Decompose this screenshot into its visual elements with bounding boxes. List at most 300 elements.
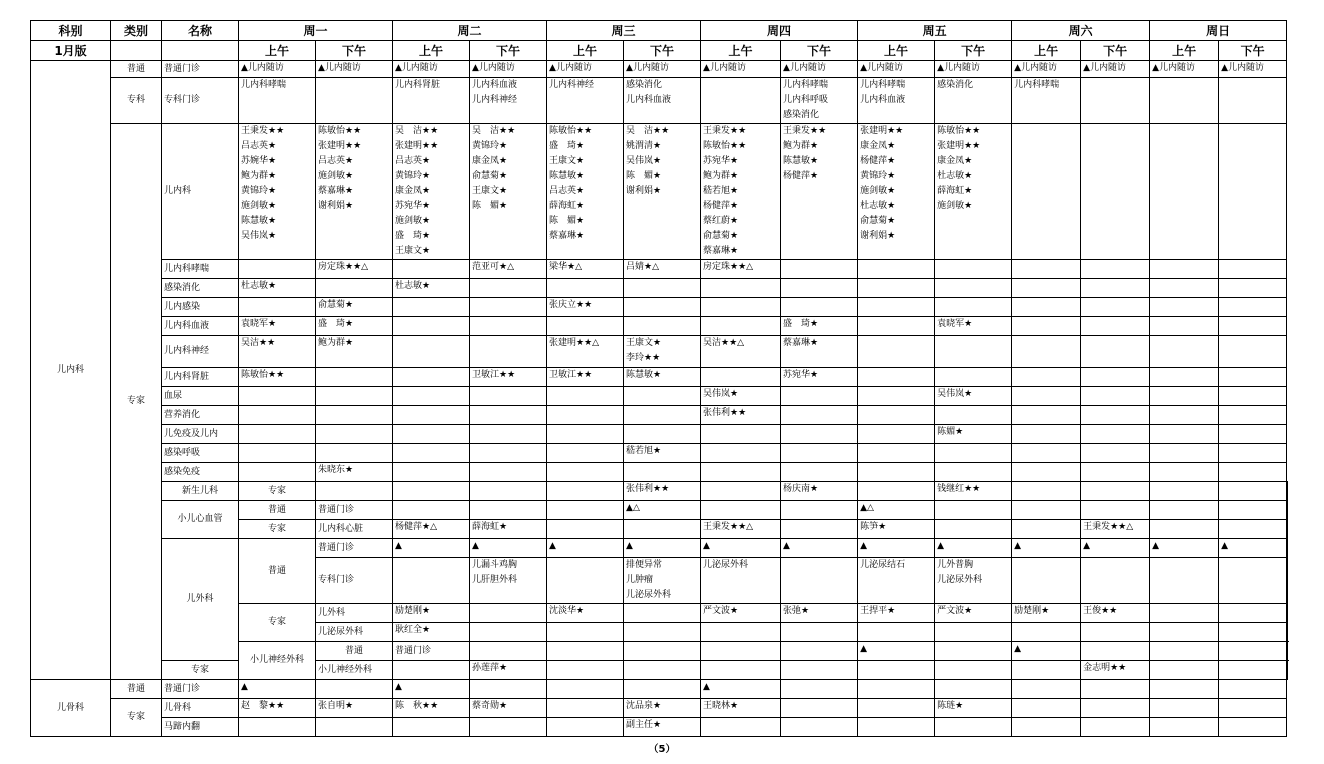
schedule-cell [1150,425,1219,444]
doctor-entry: ▲ [1152,541,1160,551]
doctor-entry: 儿内科哮喘 [241,80,287,90]
clinic-name-cell: 血尿 [162,387,239,406]
doctor-entry: 苏婉华★ [241,156,277,166]
schedule-cell [316,699,393,718]
schedule-cell [858,279,935,298]
schedule-cell [393,368,470,387]
schedule-cell [935,539,1012,558]
schedule-cell [239,336,316,368]
doctor-entry: 陈媚★ [937,427,964,437]
doctor-entry: 钱继红★★ [937,484,981,494]
schedule-cell [470,61,547,78]
doctor-entry: 陈敏怡★★ [549,126,593,136]
doctor-entry: 张建明★★ [318,141,362,151]
doctor-entry: 鲍为群★ [703,171,739,181]
schedule-cell [781,718,858,737]
doctor-entry: 嵇若旭★ [703,186,739,196]
schedule-cell [1150,558,1219,604]
category-cell: 专家 [239,482,316,501]
schedule-cell [1219,642,1287,661]
schedule-cell [1012,61,1081,78]
schedule-cell [470,642,547,661]
doctor-entry: ▲儿内随访 [860,63,903,73]
schedule-cell [701,444,781,463]
schedule-cell [701,279,781,298]
schedule-cell [393,501,470,520]
doctor-entry: 薛海虹★ [937,186,973,196]
doctor-entry: 俞慧菊★ [703,231,739,241]
schedule-cell [1081,699,1150,718]
schedule-cell [470,463,547,482]
doctor-entry: 康金凤★ [860,141,896,151]
schedule-cell [547,604,624,623]
doctor-entry: 施剑敏★ [318,171,354,181]
schedule-cell [1012,661,1081,680]
schedule-cell [393,444,470,463]
schedule-row [31,699,1288,718]
schedule-cell [316,336,393,368]
category-cell: 普通 [316,642,393,661]
department-cell: 儿外科 [162,539,239,661]
schedule-cell [1081,463,1150,482]
doctor-entry: ▲儿内随访 [703,63,746,73]
schedule-cell [1219,623,1287,642]
schedule-cell [239,425,316,444]
schedule-cell [239,368,316,387]
schedule-cell [935,680,1012,699]
doctor-entry: 陈 媚★ [549,216,585,226]
schedule-cell [1219,680,1287,699]
clinic-name-cell: 感染消化 [162,279,239,298]
doctor-entry: 陈 媚★ [472,201,508,211]
schedule-cell [470,604,547,623]
schedule-cell [547,336,624,368]
doctor-entry: 儿内科哮喘 [1014,80,1060,90]
schedule-row [31,425,1288,444]
doctor-entry: 陈敏怡★★ [703,141,747,151]
schedule-cell [1081,368,1150,387]
schedule-cell [701,368,781,387]
schedule-cell [393,558,470,604]
doctor-entry: 陈慧敏★ [549,171,585,181]
doctor-entry: ▲ [472,541,479,551]
header-am: 上午 [701,41,781,61]
doctor-entry: 孙莲萍★ [472,663,508,673]
doctor-entry: 励楚刚★ [395,606,431,616]
doctor-entry: 张自明★ [318,701,354,711]
clinic-name-cell: 儿内科肾脏 [162,368,239,387]
schedule-cell [547,463,624,482]
doctor-entry: ▲儿内随访 [783,63,826,73]
doctor-entry: 康金凤★ [937,156,973,166]
schedule-cell [858,368,935,387]
schedule-row [31,406,1288,425]
schedule-cell [858,482,935,501]
schedule-cell [781,539,858,558]
schedule-cell [470,482,547,501]
schedule-cell [1219,520,1287,539]
schedule-cell [1081,482,1150,501]
schedule-sheet [30,20,1288,737]
schedule-cell [624,463,701,482]
doctor-entry: 杜志敏★ [937,171,973,181]
doctor-entry: ▲ [860,541,867,551]
schedule-cell [393,482,470,501]
schedule-cell [547,680,624,699]
schedule-row [31,680,1288,699]
schedule-cell [858,623,935,642]
doctor-entry: ▲儿内随访 [395,63,438,73]
doctor-entry: 张伟利★★ [703,408,747,418]
doctor-entry: 金志明★★ [1083,663,1127,673]
doctor-entry: 陈敏怡★★ [318,126,362,136]
schedule-cell [858,558,935,604]
schedule-cell [1081,61,1150,78]
schedule-cell [624,604,701,623]
doctor-entry: 范亚可★△ [472,262,515,272]
doctor-entry: 俞慧菊★ [472,171,508,181]
schedule-cell [1150,336,1219,368]
doctor-entry: ▲△ [860,503,874,513]
schedule-cell [470,298,547,317]
header-day: 周二 [393,21,547,41]
doctor-entry: 张建明★★ [395,141,439,151]
clinic-name-cell: 小儿神经外科 [316,661,393,680]
doctor-entry: 吴洁★★ [241,338,276,348]
schedule-cell [858,680,935,699]
schedule-cell [1081,298,1150,317]
schedule-cell [393,680,470,699]
schedule-row [31,279,1288,298]
schedule-cell [547,406,624,425]
schedule-cell [1150,482,1219,501]
clinic-name-cell: 儿外科 [316,604,393,623]
doctor-entry: 张建明★★ [860,126,904,136]
doctor-entry: 蔡嘉琳★ [783,338,819,348]
doctor-entry: 吴伟岚★ [937,389,973,399]
schedule-cell [470,680,547,699]
header-day: 周四 [701,21,858,41]
schedule-cell [470,368,547,387]
doctor-entry: 蔡嘉琳★ [549,231,585,241]
doctor-entry: ▲ [395,682,402,692]
doctor-entry: 陈琏★ [937,701,964,711]
schedule-cell [935,501,1012,520]
schedule-cell [547,501,624,520]
schedule-cell [701,642,781,661]
schedule-cell [1012,623,1081,642]
schedule-cell [858,406,935,425]
header-am: 上午 [1012,41,1081,61]
schedule-cell [1219,718,1287,737]
schedule-cell [316,260,393,279]
schedule-cell [624,699,701,718]
doctor-entry: 黄锦玲★ [395,171,431,181]
category-cell: 普通 [239,501,316,520]
doctor-entry: 儿内科肾脏 [395,80,441,90]
schedule-cell [393,463,470,482]
doctor-entry: 杨健萍★ [703,201,739,211]
schedule-cell [1150,718,1219,737]
schedule-cell [701,718,781,737]
schedule-cell [781,623,858,642]
schedule-cell [1150,623,1219,642]
schedule-cell [239,124,316,260]
schedule-cell [624,387,701,406]
schedule-cell [1150,368,1219,387]
schedule-cell [547,78,624,124]
schedule-cell [239,463,316,482]
schedule-cell [1150,520,1219,539]
doctor-entry: 王秉发★★△ [1083,522,1134,532]
clinic-name-cell: 儿内科哮喘 [162,260,239,279]
doctor-entry: 蔡奇勋★ [472,701,508,711]
doctor-entry: 朱晓东★ [318,465,354,475]
schedule-cell [624,336,701,368]
doctor-entry: 蔡红蔚★ [703,216,739,226]
doctor-entry: ▲ [703,682,710,692]
schedule-cell [1081,520,1150,539]
clinic-name-cell: 儿内科 [162,124,239,260]
schedule-cell [1012,124,1081,260]
schedule-cell [1012,718,1081,737]
doctor-entry: 感染消化 [783,110,820,120]
schedule-cell [781,425,858,444]
schedule-row [31,124,1288,260]
schedule-cell [858,260,935,279]
schedule-cell [858,718,935,737]
schedule-cell [701,336,781,368]
schedule-cell [935,368,1012,387]
schedule-cell [470,317,547,336]
header-blank [111,41,162,61]
page-number: （5） [648,744,676,755]
doctor-entry: 薛海虹★ [472,522,508,532]
schedule-cell [624,520,701,539]
header-pm: 下午 [316,41,393,61]
schedule-cell [624,642,701,661]
schedule-row [31,61,1288,78]
schedule-cell [393,124,470,260]
schedule-cell [781,604,858,623]
doctor-entry: 杨庆南★ [783,484,819,494]
doctor-entry: ▲儿内随访 [241,63,284,73]
schedule-cell [1150,699,1219,718]
schedule-cell [935,558,1012,604]
doctor-entry: 盛 琦★ [318,319,354,329]
schedule-cell [1012,317,1081,336]
schedule-cell [1012,387,1081,406]
header-day: 周六 [1012,21,1150,41]
clinic-name-cell: 专科门诊 [316,558,393,604]
doctor-entry: 黄锦玲★ [860,171,896,181]
header-am: 上午 [393,41,470,61]
doctor-entry: ▲儿内随访 [937,63,980,73]
schedule-cell [701,61,781,78]
schedule-cell [935,336,1012,368]
schedule-cell [316,387,393,406]
doctor-entry: 王俊★★ [1083,606,1118,616]
schedule-cell [624,558,701,604]
schedule-cell [470,279,547,298]
schedule-cell [470,336,547,368]
doctor-entry: 康金凤★ [472,156,508,166]
schedule-cell [1150,463,1219,482]
schedule-cell [1150,260,1219,279]
doctor-entry: 儿泌尿外科 [937,575,983,585]
schedule-cell [393,298,470,317]
doctor-entry: 袁晓军★ [937,319,973,329]
schedule-cell [935,623,1012,642]
schedule-cell [1081,623,1150,642]
schedule-cell [547,539,624,558]
doctor-entry: 儿泌尿结石 [860,560,906,570]
schedule-cell [1081,444,1150,463]
schedule-cell [781,680,858,699]
schedule-cell [1012,604,1081,623]
clinic-name-cell: 感染免疫 [162,463,239,482]
schedule-cell [393,406,470,425]
schedule-cell [935,317,1012,336]
doctor-entry: 杜志敏★ [860,201,896,211]
schedule-cell [547,661,624,680]
schedule-cell [470,718,547,737]
doctor-entry: 俞慧菊★ [860,216,896,226]
schedule-cell [781,463,858,482]
schedule-cell [1150,317,1219,336]
schedule-cell [935,699,1012,718]
schedule-cell [393,336,470,368]
doctor-entry: 房定珠★★△ [703,262,754,272]
schedule-cell [239,406,316,425]
clinic-name-cell: 普通门诊 [162,61,239,78]
doctor-entry: 陈敏怡★★ [241,370,285,380]
schedule-cell [1150,642,1219,661]
schedule-cell [547,558,624,604]
schedule-cell [470,558,547,604]
schedule-cell [470,78,547,124]
doctor-entry: 张建明★★△ [549,338,600,348]
schedule-cell [1219,558,1287,604]
schedule-cell [624,680,701,699]
doctor-entry: ▲ [1014,541,1021,551]
schedule-cell [624,61,701,78]
header-pm: 下午 [1081,41,1150,61]
schedule-cell [239,279,316,298]
schedule-cell [470,539,547,558]
doctor-entry: 盛 琦★ [549,141,585,151]
schedule-cell [393,260,470,279]
header-pm: 下午 [624,41,701,61]
doctor-entry: 王晓林★ [703,701,739,711]
doctor-entry: ▲儿内随访 [1221,63,1265,73]
doctor-entry: ▲ [1221,541,1229,551]
schedule-cell [393,604,470,623]
schedule-cell [470,387,547,406]
schedule-cell [701,558,781,604]
schedule-cell [393,279,470,298]
schedule-cell [316,680,393,699]
header-pm: 下午 [1219,41,1287,61]
doctor-entry: 张弛★ [783,606,810,616]
schedule-cell [701,604,781,623]
schedule-cell [1012,279,1081,298]
schedule-cell [393,520,470,539]
doctor-entry: 儿内科神经 [549,80,595,90]
doctor-entry: 儿泌尿外科 [703,560,749,570]
doctor-entry: 俞慧菊★ [318,300,354,310]
schedule-cell [1150,78,1219,124]
category-cell: 专家 [162,661,239,680]
header-dept: 科别 [31,21,111,41]
doctor-entry: ▲ [626,541,633,551]
doctor-entry: 谢利娟★ [860,231,896,241]
doctor-entry: 吴 洁★★ [395,126,439,136]
schedule-cell [1012,406,1081,425]
schedule-cell [858,699,935,718]
schedule-cell [935,61,1012,78]
schedule-cell [1012,444,1081,463]
schedule-cell [701,501,781,520]
schedule-cell [935,718,1012,737]
clinic-name-cell: 感染呼吸 [162,444,239,463]
schedule-cell [393,539,470,558]
schedule-cell [624,444,701,463]
schedule-cell [547,623,624,642]
schedule-cell [781,124,858,260]
schedule-cell [935,298,1012,317]
schedule-cell [547,718,624,737]
schedule-cell [239,718,316,737]
header-pm: 下午 [470,41,547,61]
schedule-cell [701,317,781,336]
header-category: 类别 [111,21,162,41]
doctor-entry: ▲△ [626,503,640,513]
doctor-entry: 谢利娟★ [626,186,662,196]
doctor-entry: 王康文★ [395,246,431,256]
doctor-entry: 张建明★★ [937,141,981,151]
schedule-row [31,317,1288,336]
doctor-entry: 杨健萍★ [860,156,896,166]
schedule-cell [1081,661,1150,680]
schedule-cell [1012,336,1081,368]
doctor-entry: 吕志英★ [241,141,277,151]
schedule-cell [1081,260,1150,279]
schedule-cell [781,501,858,520]
schedule-cell [781,642,858,661]
schedule-cell [1219,661,1287,680]
header-am: 上午 [239,41,316,61]
doctor-entry: 王秉发★★ [241,126,285,136]
schedule-cell [781,317,858,336]
doctor-entry: 儿内科血液 [472,80,518,90]
doctor-entry: ▲儿内随访 [1152,63,1196,73]
doctor-entry: 沈淡华★ [549,606,585,616]
schedule-cell [781,298,858,317]
doctor-entry: 陈敏怡★★ [937,126,981,136]
schedule-cell [935,661,1012,680]
schedule-cell [239,61,316,78]
version-label: 1月版 [31,41,111,61]
schedule-cell [1012,298,1081,317]
doctor-entry: 吴 洁★★ [472,126,516,136]
clinic-name-cell: 普通门诊 [316,501,393,520]
schedule-row [31,444,1288,463]
schedule-cell [935,520,1012,539]
schedule-row [31,501,1288,520]
schedule-cell [547,482,624,501]
doctor-entry: 梁华★△ [549,262,583,272]
